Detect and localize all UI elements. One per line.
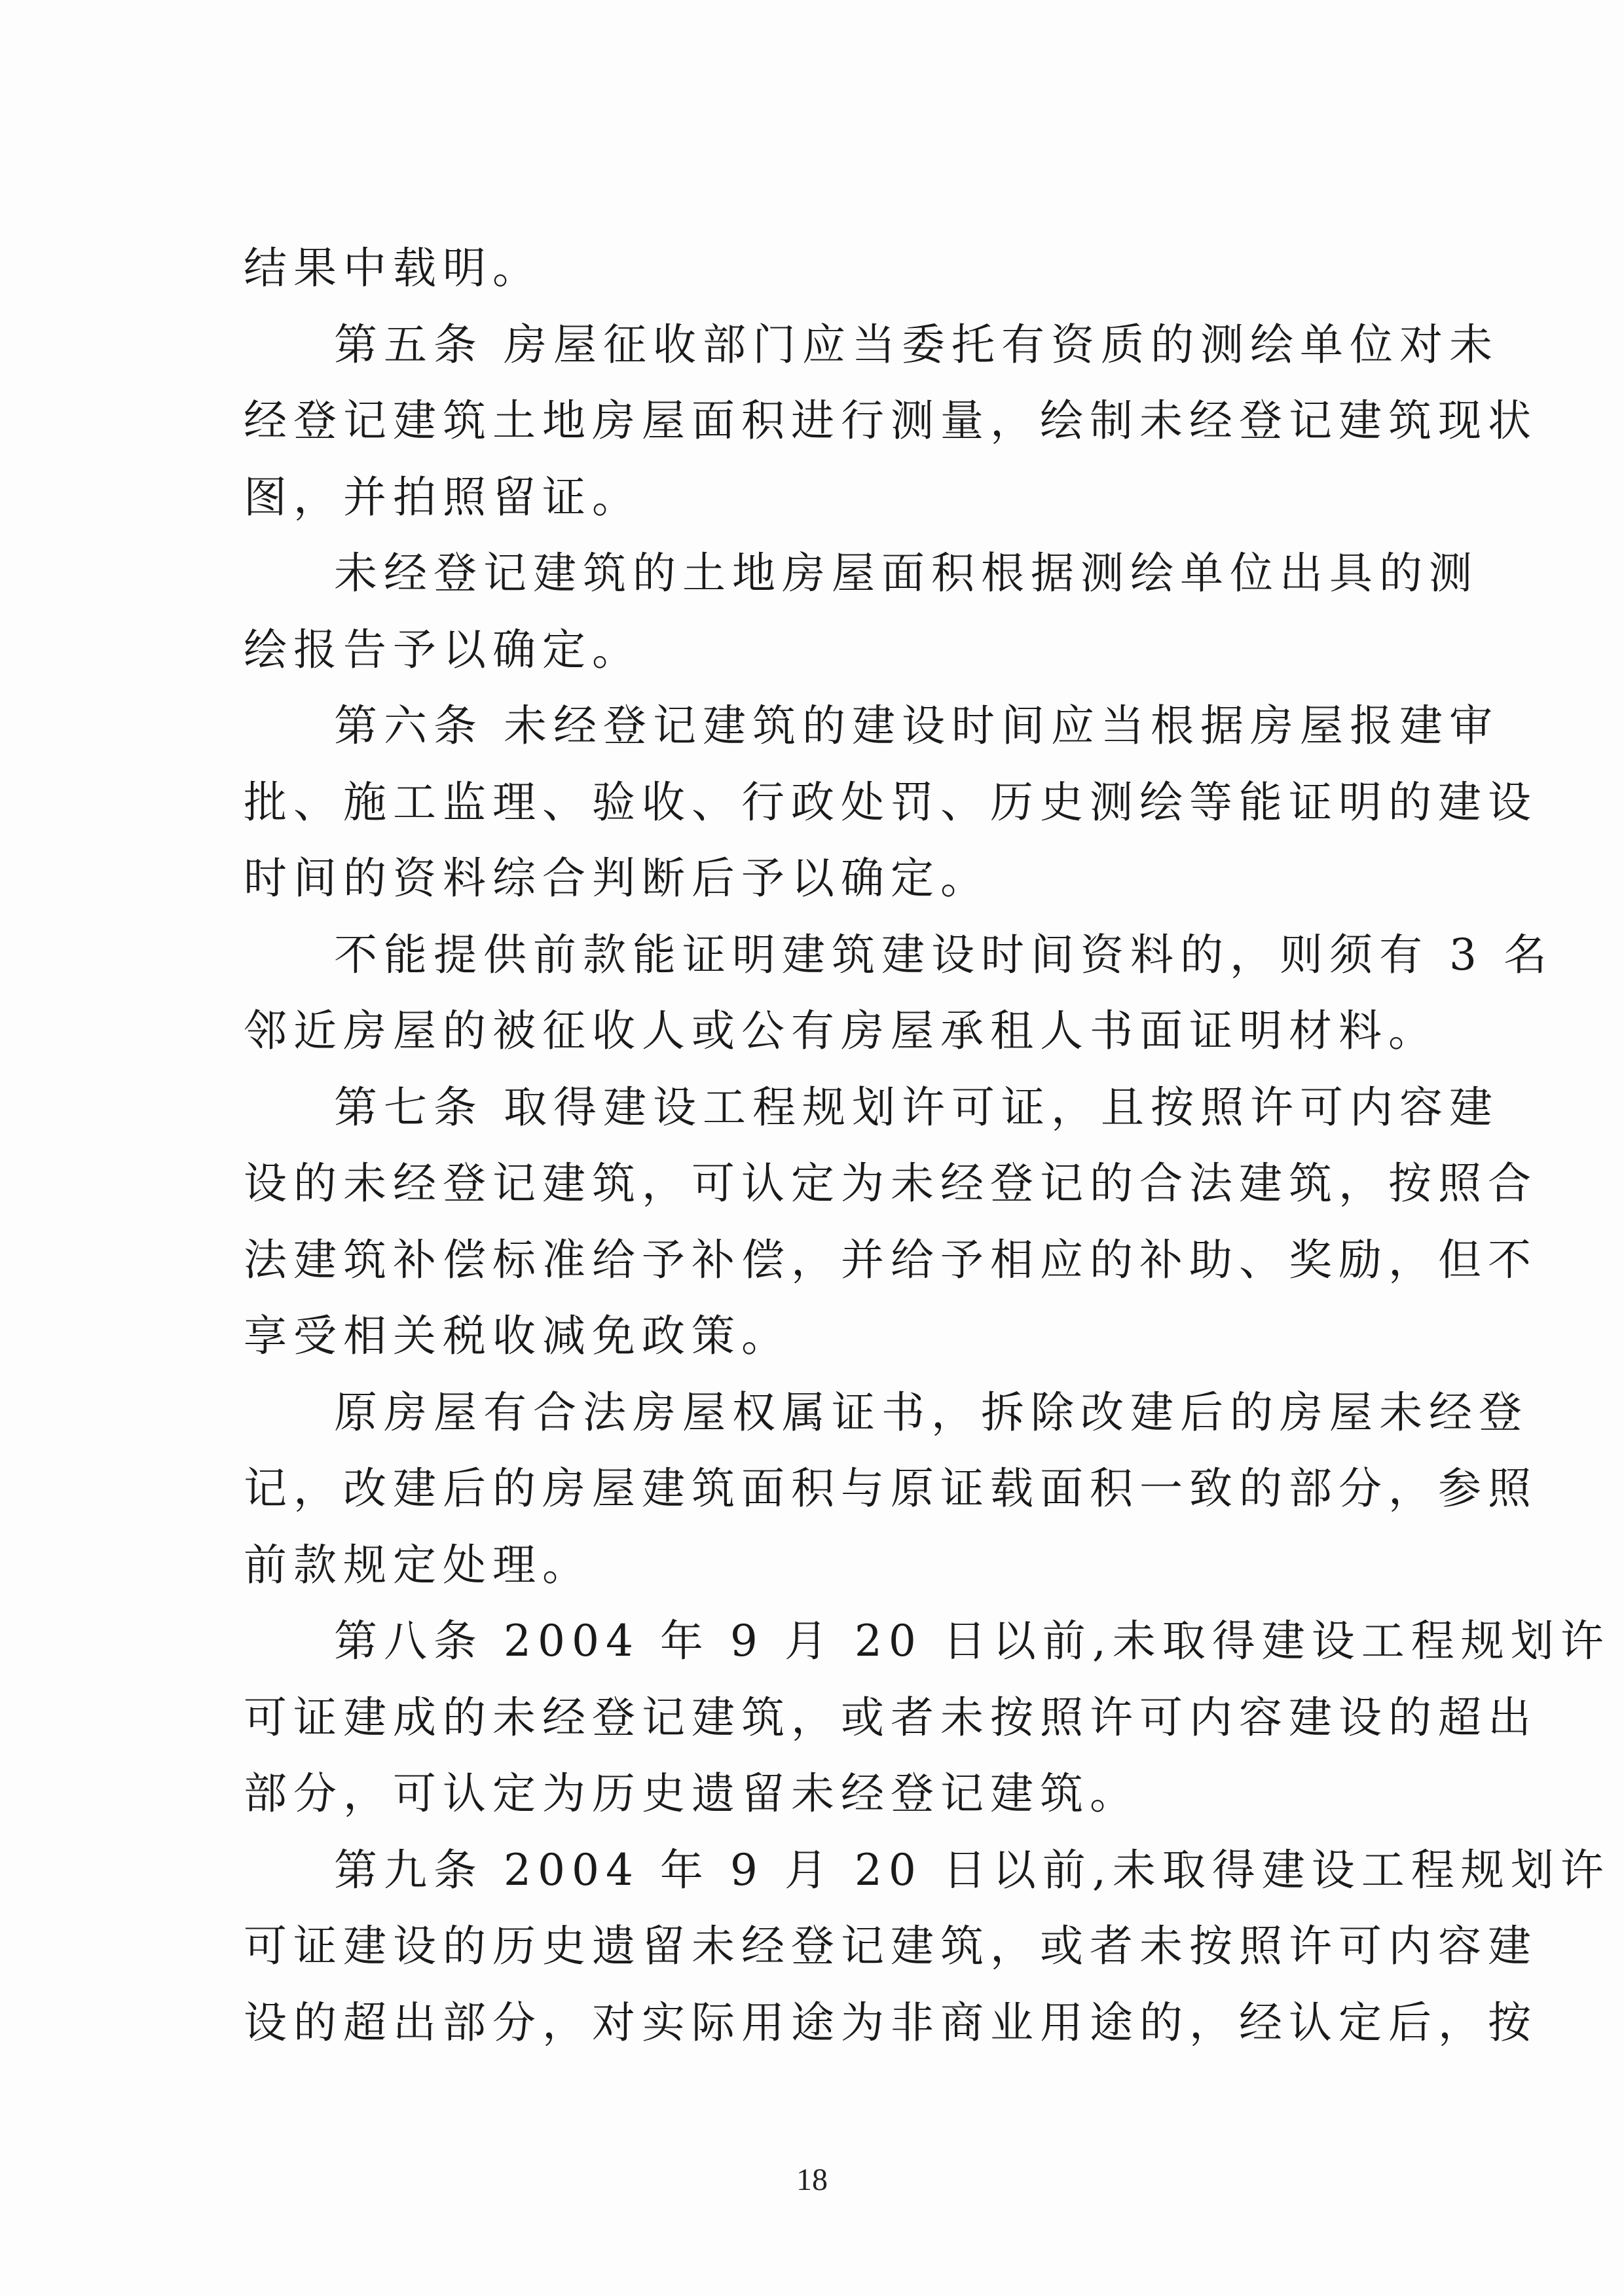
text-line: 时间的资料综合判断后予以确定。 bbox=[244, 853, 990, 903]
text-line: 第五条 房屋征收部门应当委托有资质的测绘单位对未 bbox=[334, 319, 1499, 370]
text-line: 批、施工监理、验收、行政处罚、历史测绘等能证明的建设 bbox=[244, 777, 1538, 828]
text-line: 经登记建筑土地房屋面积进行测量，绘制未经登记建筑现状 bbox=[244, 395, 1538, 446]
text-line: 不能提供前款能证明建筑建设时间资料的，则须有 3 名 bbox=[334, 930, 1553, 980]
text-line: 法建筑补偿标准给予补偿，并给予相应的补助、奖励，但不 bbox=[244, 1235, 1538, 1285]
text-line: 邻近房屋的被征收人或公有房屋承租人书面证明材料。 bbox=[244, 1006, 1438, 1056]
page-number: 18 bbox=[796, 2162, 828, 2197]
text-line: 可证建设的历史遗留未经登记建筑，或者未按照许可内容建 bbox=[244, 1921, 1538, 1971]
text-line: 未经登记建筑的土地房屋面积根据测绘单位出具的测 bbox=[334, 548, 1479, 598]
text-line: 绘报告予以确定。 bbox=[244, 625, 642, 675]
text-line: 第六条 未经登记建筑的建设时间应当根据房屋报建审 bbox=[334, 701, 1499, 751]
text-line: 图，并拍照留证。 bbox=[244, 472, 642, 522]
text-line: 设的未经登记建筑，可认定为未经登记的合法建筑，按照合 bbox=[244, 1158, 1538, 1209]
text-line: 设的超出部分，对实际用途为非商业用途的，经认定后，按 bbox=[244, 1997, 1538, 2048]
text-line: 结果中载明。 bbox=[244, 243, 542, 293]
text-line: 可证建成的未经登记建筑，或者未按照许可内容建设的超出 bbox=[244, 1692, 1538, 1743]
text-line: 前款规定处理。 bbox=[244, 1540, 592, 1590]
text-line: 记，改建后的房屋建筑面积与原证载面积一致的部分，参照 bbox=[244, 1463, 1538, 1514]
text-line: 第八条 2004 年 9 月 20 日以前,未取得建设工程规划许 bbox=[334, 1616, 1610, 1666]
text-line: 第七条 取得建设工程规划许可证，且按照许可内容建 bbox=[334, 1082, 1499, 1133]
text-line: 原房屋有合法房屋权属证书，拆除改建后的房屋未经登 bbox=[334, 1387, 1528, 1438]
text-line: 第九条 2004 年 9 月 20 日以前,未取得建设工程规划许 bbox=[334, 1845, 1610, 1895]
text-line: 部分，可认定为历史遗留未经登记建筑。 bbox=[244, 1768, 1139, 1819]
text-line: 享受相关税收减免政策。 bbox=[244, 1311, 791, 1361]
